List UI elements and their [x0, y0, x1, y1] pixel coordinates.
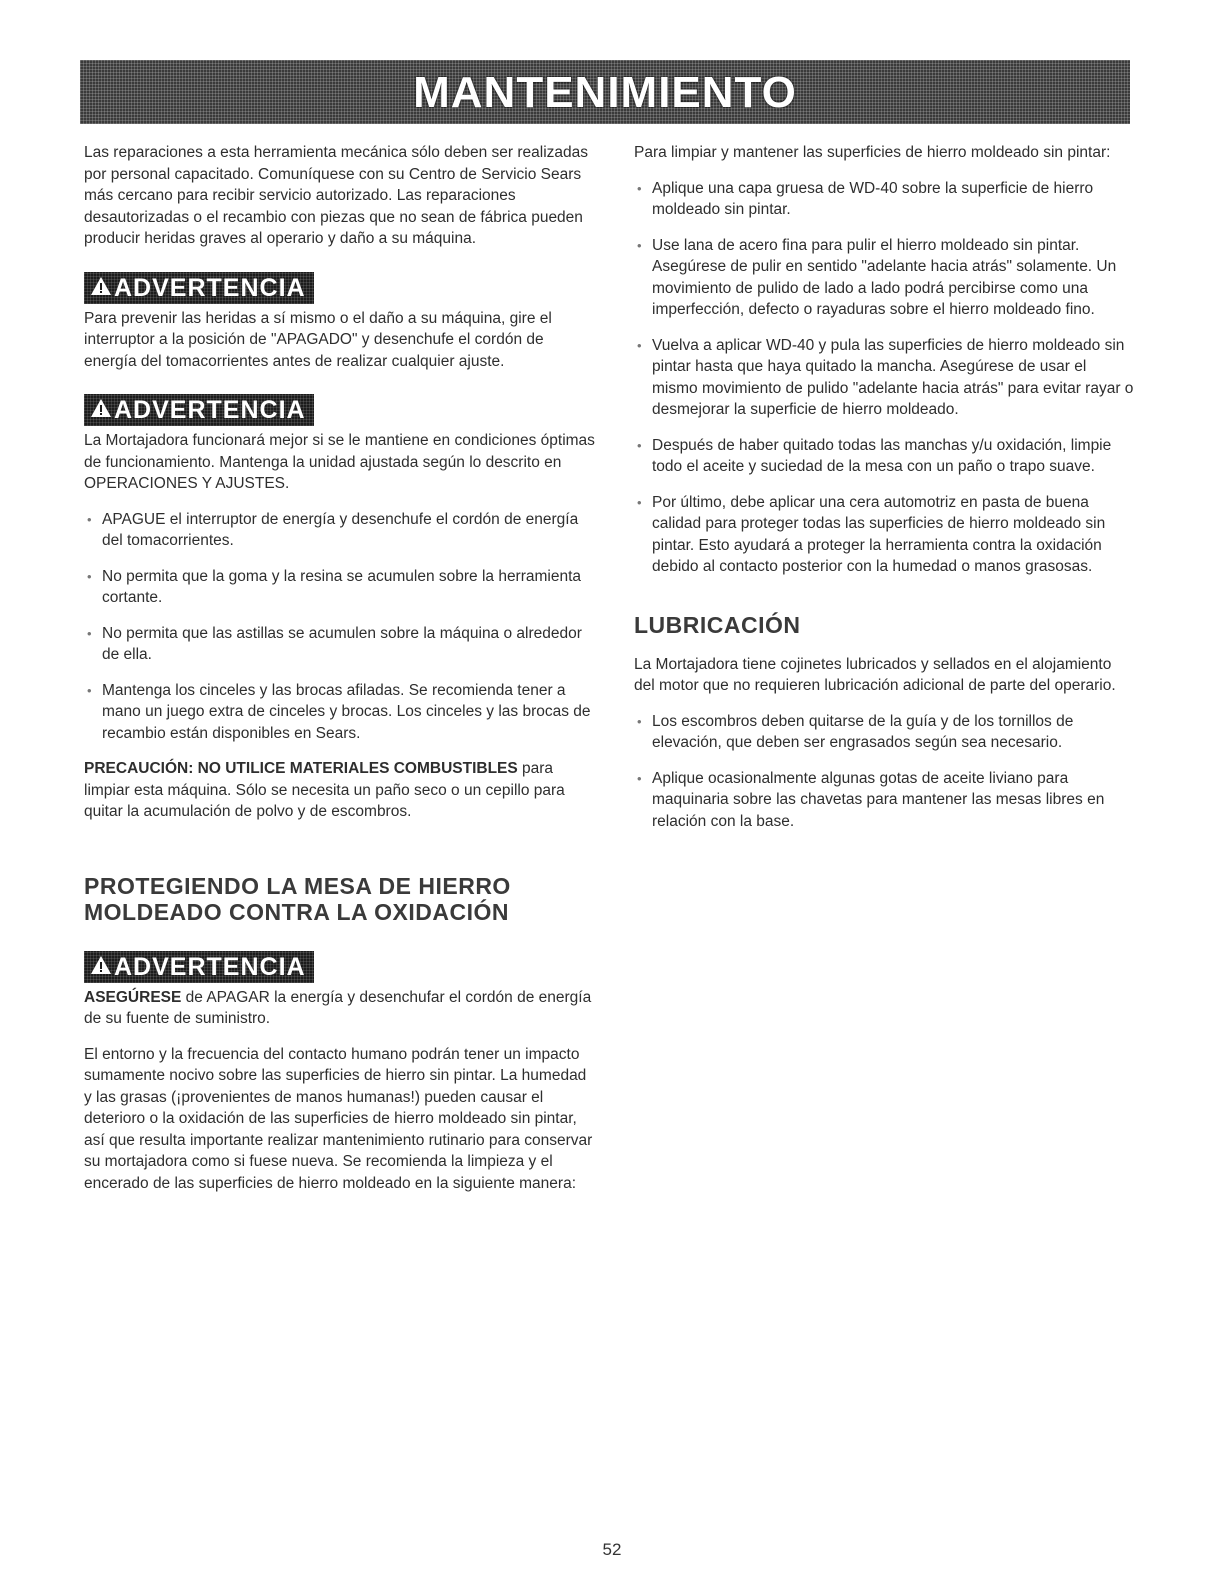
- lubrication-list: [634, 711, 1134, 833]
- warning-triangle-icon: [90, 955, 112, 975]
- warning-text: de APAGAR la energía y desenchufar el cordón de energía de su fuente de suministro.: [84, 988, 592, 1027]
- caution-text: para limpiar esta máquina. Sólo se necesita un paño seco o un cepillo para quitar la acumulación de polvo y de escombros.: [84, 760, 565, 820]
- list-item: • Aplique ocasionalmente algunas gotas de aceite liviano para maquinaria sobre las chavetas para mantener las mesas libres en relación con la base.: [637, 769, 1105, 830]
- list-item: • No permita que las astillas se acumulen sobre la máquina o alrededor de ella.: [87, 624, 582, 663]
- warning-text-1: Para prevenir las heridas a sí mismo o el daño a su máquina, gire el interruptor a la posición de "APAGADO" y desenchufe el cordón de energía del tomacorrientes antes de realizar cualquier ajuste.: [84, 309, 552, 370]
- list-item: • Por último, debe aplicar una cera automotriz en pasta de buena calidad para proteger todas las superficies de hierro moldeado sin pintar. Esto ayudará a proteger la herramienta contra la oxidación debido al contacto posterior con la humedad o manos grasosas.: [637, 493, 1106, 575]
- warning-label: ADVERTENCIA: [114, 273, 306, 302]
- warning-badge: [84, 272, 314, 304]
- caution-lead: PRECAUCIÓN: NO UTILICE MATERIALES COMBUSTIBLES: [84, 760, 518, 777]
- list-item: • Los escombros deben quitarse de la guía y de los tornillos de elevación, que deben ser engrasados según sea necesario.: [637, 712, 1074, 751]
- heading-line: MOLDEADO CONTRA LA OXIDACIÓN: [84, 898, 510, 925]
- warning-badge: [84, 394, 314, 426]
- header-banner: [80, 60, 1130, 124]
- list-item: • Vuelva a aplicar WD-40 y pula las superficies de hierro moldeado sin pintar hasta que haya quitado la mancha. Asegúrese de usar el mismo movimiento de pulido "adelante hacia atrás" para evitar rayar o desmejorar la superficie de hierro moldeado.: [637, 336, 1134, 418]
- list-item: • Después de haber quitado todas las manchas y/u oxidación, limpie todo el aceite y suciedad de la mesa con un paño o trapo suave.: [637, 436, 1112, 475]
- lubrication-paragraph: La Mortajadora tiene cojinetes lubricados y sellados en el alojamiento del motor que no requieren lubricación adicional de parte del operario.: [634, 655, 1116, 694]
- list-item: • Aplique una capa gruesa de WD-40 sobre la superficie de hierro moldeado sin pintar.: [637, 179, 1094, 218]
- cleaning-list: [634, 178, 1134, 578]
- left-column: [84, 142, 596, 1194]
- environment-paragraph: El entorno y la frecuencia del contacto humano podrán tener un impacto sumamente nocivo sobre las superficies de hierro sin pintar. La humedad y las grasas (¡provenientes de manos humanas!) pueden causar el deterioro o la oxidación de las superficies de hierro moldeado sin pintar, así que resulta importante realizar mantenimiento rutinario para conservar su mortajadora como si fuese nueva. Se recomienda la limpieza y el encerado de las superficies de hierro moldeado en la siguiente manera:: [84, 1045, 593, 1192]
- list-item: • APAGUE el interruptor de energía y desenchufe el cordón de energía del tomacorrientes.: [87, 510, 579, 549]
- repair-intro: Las reparaciones a esta herramienta mecánica sólo deben ser realizadas por personal capacitado. Comuníquese con su Centro de Servicio Sears más cercano para recibir servicio autorizado. Las reparaciones desautorizadas o el recambio con piezas que no sean de fábrica pueden producir heridas graves al operario y daño a su máquina.: [84, 144, 589, 247]
- caution-paragraph: [84, 758, 596, 823]
- warning-text-2: La Mortajadora funcionará mejor si se le mantiene en condiciones óptimas de funcionamiento. Mantenga la unidad ajustada según lo descrito en OPERACIONES Y AJUSTES.: [84, 432, 595, 492]
- list-item: • No permita que la goma y la resina se acumulen sobre la herramienta cortante.: [87, 567, 582, 606]
- warning-triangle-icon: [90, 276, 112, 296]
- warning-lead: ASEGÚRESE: [84, 988, 182, 1006]
- page-number: 52: [602, 1540, 622, 1559]
- maintenance-list: [84, 509, 596, 745]
- heading-line: PROTEGIENDO LA MESA DE HIERRO: [84, 872, 511, 899]
- section-heading-protect: [84, 873, 596, 925]
- page-title: MANTENIMIENTO: [413, 68, 797, 117]
- warning-label: ADVERTENCIA: [114, 396, 306, 424]
- warning-block-3: [84, 951, 596, 1030]
- warning-block-1: [84, 272, 596, 373]
- warning-triangle-icon: [90, 398, 112, 418]
- list-item: • Mantenga los cinceles y las brocas afiladas. Se recomienda tener a mano un juego extra de cinceles y brocas. Los cinceles y las brocas de recambio están disponibles en Sears.: [87, 681, 591, 742]
- section-heading-lubrication: LUBRICACIÓN: [634, 611, 801, 638]
- warning-text-3: [84, 987, 596, 1030]
- warning-badge: [84, 951, 314, 983]
- list-item: • Use lana de acero fina para pulir el hierro moldeado sin pintar. Asegúrese de pulir en sentido "adelante hacia atrás" solamente. Un movimiento de pulido de lado a lado podrá percibirse como una imperfección, defecto o rayaduras sobre el hierro moldeado fino.: [637, 236, 1117, 318]
- right-column: [634, 142, 1134, 846]
- cleaning-intro: Para limpiar y mantener las superficies de hierro moldeado sin pintar:: [634, 144, 1111, 161]
- warning-block-2: [84, 394, 596, 495]
- warning-label: ADVERTENCIA: [114, 952, 306, 981]
